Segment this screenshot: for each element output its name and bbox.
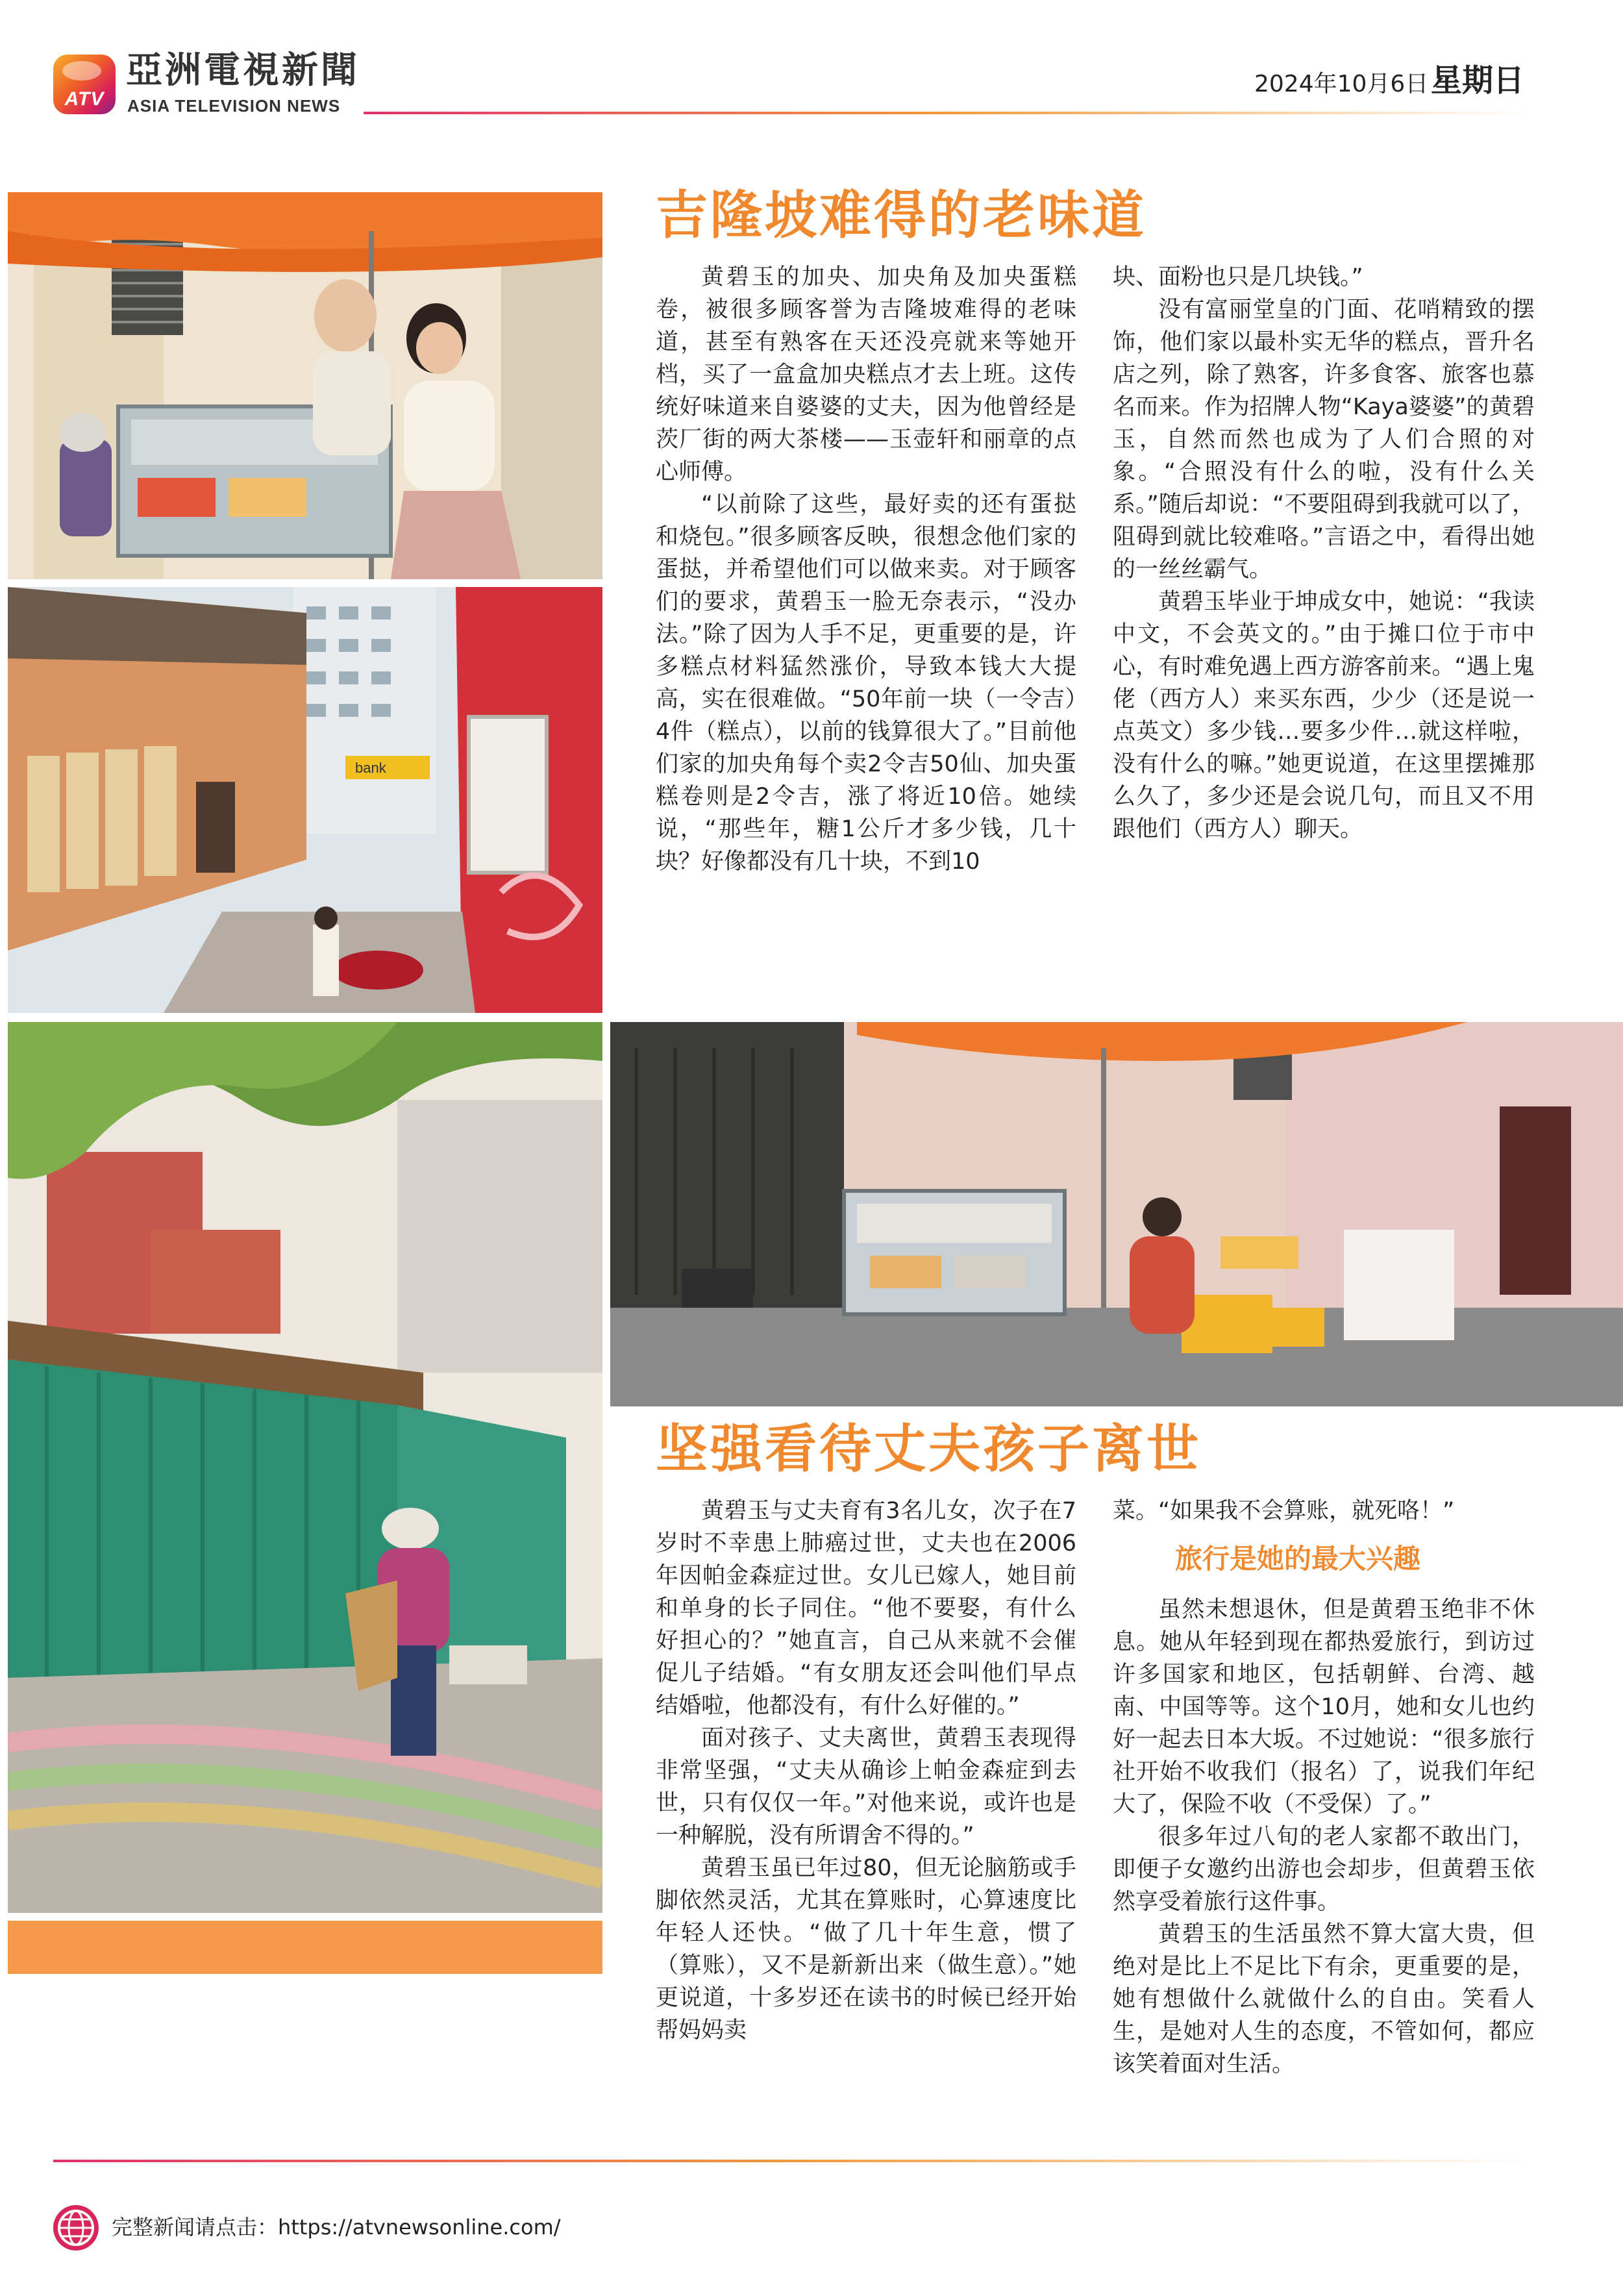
issue-weekday: 星期日 xyxy=(1431,62,1525,99)
paragraph: 很多年过八旬的老人家都不敢出门，即便子女邀约出游也会却步，但黄碧玉依然享受着旅行这件事。 xyxy=(1113,1824,1535,1915)
footer-divider xyxy=(53,2160,1533,2162)
globe-icon xyxy=(53,2205,99,2251)
article2-subheading: 旅行是她的最大兴趣 xyxy=(1175,1543,1421,1575)
article2-column-2 xyxy=(1113,1593,1535,2080)
photo-caption-bar xyxy=(8,1921,602,1974)
footer-link[interactable]: 完整新闻请点击：https://atvnewsonline.com/ xyxy=(112,2215,561,2240)
header-divider xyxy=(364,112,1532,114)
issue-date: 2024年10月6日 xyxy=(1254,71,1429,97)
paragraph: 块、面粉也只是几块钱。” xyxy=(1113,264,1363,290)
article2-column-1 xyxy=(656,1495,1076,2047)
photo-back-alley xyxy=(8,587,602,1013)
paragraph: 面对孩子、丈夫离世，黄碧玉表现得非常坚强，“丈夫从确诊上帕金森症到去世，只有仅仅一年。”对他来说，或许也是一种解脱，没有所谓舍不得的。” xyxy=(656,1725,1076,1849)
photo-stall-wide xyxy=(610,1022,1623,1406)
photo-stall-customers xyxy=(8,192,602,579)
brand-name-chinese: 亞洲電視新聞 xyxy=(126,49,360,92)
paragraph: 菜。“如果我不会算账，就死咯！” xyxy=(1113,1498,1455,1524)
photo-woman-walking xyxy=(8,1022,602,1913)
logo-shine xyxy=(62,61,101,81)
article1-column-2 xyxy=(1113,261,1535,845)
brand-name-english: ASIA TELEVISION NEWS xyxy=(127,96,341,116)
bank-sign-text: bank xyxy=(355,760,386,776)
atv-logo xyxy=(53,55,116,114)
photo-back-alley-art xyxy=(8,587,602,1013)
paragraph: 没有富丽堂皇的门面、花哨精致的摆饰，他们家以最朴实无华的糕点，晋升名店之列，除了熟客，许多食客、旅客也慕名而来。作为招牌人物“Kaya婆婆”的黄碧玉，自然而然也成为了人们合照的对象。“合照没有什么的啦，没有什么关系。”随后却说：“不要阻碍到我就可以了，阻碍到就比较难咯。”言语之中，看得出她的一丝丝霸气。 xyxy=(1113,297,1535,582)
photo-woman-walking-art xyxy=(8,1022,602,1913)
paragraph: 黄碧玉虽已年过80，但无论脑筋或手脚依然灵活，尤其在算账时，心算速度比年轻人还快。“做了几十年生意，惯了（算账），又不是新新出来（做生意）。”她更说道，十多岁还在读书的时候已经开始帮妈妈卖 xyxy=(656,1855,1076,2043)
paragraph: 黄碧玉的生活虽然不算大富大贵，但绝对是比上不足比下有余，更重要的是，她有想做什么就做什么的自由。笑看人生，是她对人生的态度，不管如何，都应该笑着面对生活。 xyxy=(1113,1921,1535,2077)
photo-stall-customers-art xyxy=(8,192,602,579)
paragraph: 黄碧玉毕业于坤成女中，她说：“我读中文，不会英文的。”由于摊口位于市中心，有时难免遇上西方游客前来。“遇上鬼佬（西方人）来买东西，少少（还是说一点英文）多少钱…要多少件…就这样啦，没有什么的嘛。”她更说道，在这里摆摊那么久了，多少还是会说几句，而且又不用跟他们（西方人）聊天。 xyxy=(1113,589,1535,842)
paragraph: 虽然未想退休，但是黄碧玉绝非不休息。她从年轻到现在都热爱旅行，到访过许多国家和地区，包括朝鲜、台湾、越南、中国等等。这个10月，她和女儿也约好一起去日本大坂。不过她说：“很多旅行社开始不收我们（报名）了，说我们年纪大了，保险不收（不受保）了。” xyxy=(1113,1597,1535,1817)
logo-text: ATV xyxy=(64,88,105,110)
article-headline-2: 坚强看待丈夫孩子离世 xyxy=(656,1419,1201,1479)
paragraph: “以前除了这些，最好卖的还有蛋挞和烧包。”很多顾客反映，很想念他们家的蛋挞，并希望他们可以做来卖。对于顾客们的要求，黄碧玉一脸无奈表示，“没办法。”除了因为人手不足，更重要的是，许多糕点材料猛然涨价，导致本钱大大提高，实在很难做。“50年前一块（一令吉）4件（糕点），以前的钱算很大了。”目前他们家的加央角每个卖2令吉50仙、加央蛋糕卷则是2令吉，涨了将近10倍。她续说，“那些年，糖1公斤才多少钱，几十块？好像都没有几十块，不到10 xyxy=(656,492,1076,875)
article1-column-1 xyxy=(656,261,1076,878)
globe-icon-art xyxy=(53,2205,99,2251)
paragraph: 黄碧玉的加央、加央角及加央蛋糕卷，被很多顾客誉为吉隆坡难得的老味道，甚至有熟客在天还没亮就来等她开档，买了一盒盒加央糕点才去上班。这传统好味道来自婆婆的丈夫，因为他曾经是茨厂街的两大茶楼——玉壶轩和丽章的点心师傅。 xyxy=(656,264,1076,485)
paragraph: 黄碧玉与丈夫育有3名儿女，次子在7岁时不幸患上肺癌过世，丈夫也在2006年因帕金森症过世。女儿已嫁人，她目前和单身的长子同住。“他不要娶，有什么好担心的？”她直言，自己从来就不会催促儿子结婚。“有女朋友还会叫他们早点结婚啦，他都没有，有什么好催的。” xyxy=(656,1498,1076,1719)
photo-stall-wide-art xyxy=(610,1022,1623,1406)
article-headline-1: 吉隆坡难得的老味道 xyxy=(656,185,1146,245)
article2-column-2-lead xyxy=(1113,1495,1535,1527)
